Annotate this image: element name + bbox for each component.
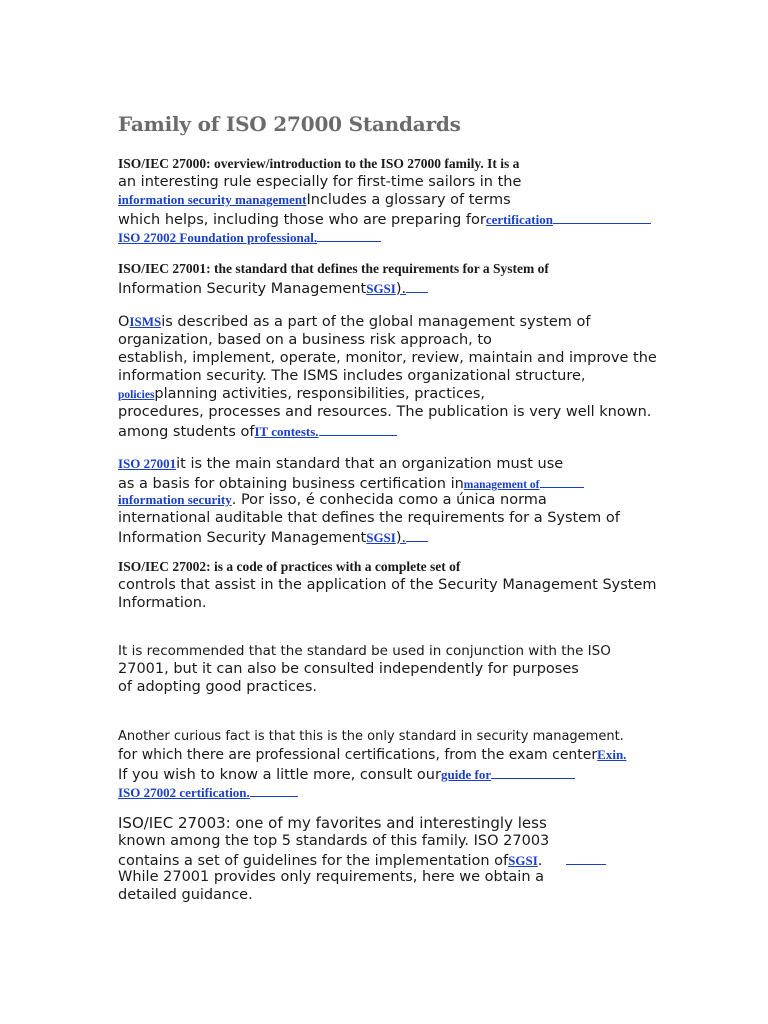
p5-line-2: controls that assist in the application of the Security Management System — [118, 577, 657, 593]
link-guide-for[interactable]: guide for — [440, 767, 492, 782]
page-title: Family of ISO 27000 Standards — [118, 112, 461, 136]
link-exin[interactable]: Exin. — [597, 747, 627, 762]
link-management-of[interactable]: management of — [463, 479, 540, 491]
link-certification[interactable]: certification — [485, 212, 553, 227]
link-iso-27001[interactable]: ISO 27001 — [118, 456, 177, 471]
link-underline-gap — [491, 764, 575, 779]
p3-line-1 — [118, 313, 698, 331]
paragraph-iso-27003 — [118, 814, 698, 904]
p1-line-4-text: which helps, including those who are preparing for — [118, 212, 486, 228]
p4-line-1-text: it is the main standard that an organization must use — [176, 456, 564, 472]
p3-line-1-b: is described as a part of the global management system of — [161, 314, 591, 330]
paragraph-iso-27001 — [118, 260, 698, 296]
p4-line-2-text: as a basis for obtaining business certification in — [118, 476, 464, 492]
p8-line-3-text: contains a set of guidelines for the implementation of — [118, 853, 509, 869]
p4-line-4: international auditable that defines the requirements for a System of — [118, 510, 620, 526]
p6-line-1: It is recommended that the standard be used in conjunction with the ISO — [118, 643, 611, 659]
link-underline-gap — [566, 850, 606, 865]
p8-line-2: known among the top 5 standards of this family. ISO 27003 — [118, 833, 550, 849]
p8-line-4: While 27001 provides only requirements, here we obtain a — [118, 869, 545, 885]
link-sgsi[interactable]: SGSI — [366, 281, 396, 296]
p2-line-1: ISO/IEC 27001: the standard that defines the requirements for a System of — [118, 261, 549, 276]
link-it-contests[interactable]: IT contests. — [254, 424, 319, 439]
p8-line-1: ISO/IEC 27003: one of my favorites and interestingly less — [118, 814, 547, 832]
p8-line-5: detailed guidance. — [118, 887, 253, 903]
p5-line-1: ISO/IEC 27002: is a code of practices with a complete set of — [118, 559, 461, 574]
link-sgsi-2[interactable]: SGSI — [366, 530, 396, 545]
p7-line-4-end: . — [246, 785, 250, 800]
paragraph-recommendation — [118, 642, 698, 696]
paragraph-iso-27002 — [118, 558, 698, 612]
paragraph-iso-27001-cert — [118, 455, 698, 545]
link-underline-gap — [319, 421, 397, 436]
link-underline-gap — [250, 782, 298, 797]
paragraph-iso-27000 — [118, 155, 698, 245]
p3-line-3: establish, implement, operate, monitor, review, maintain and improve the — [118, 350, 657, 366]
p2-line-2-end: ). — [395, 281, 407, 297]
link-information-security-management[interactable]: information security management — [118, 192, 307, 207]
link-iso-27002-foundation[interactable]: ISO 27002 Foundation professional. — [118, 230, 318, 245]
link-iso-27002-certification[interactable]: ISO 27002 certification — [118, 785, 247, 800]
p7-line-4 — [118, 782, 698, 800]
p8-line-3-end: . — [537, 853, 543, 869]
p3-line-7 — [118, 421, 698, 439]
link-sgsi-3[interactable]: SGSI — [508, 853, 538, 868]
link-underline-gap — [406, 278, 428, 293]
p7-line-3-text: If you wish to know a little more, consult our — [118, 767, 441, 783]
p6-line-3: of adopting good practices. — [118, 679, 318, 695]
p1-line-4 — [118, 209, 698, 227]
link-underline-gap — [317, 227, 381, 242]
p4-line-5-text: Information Security Management — [118, 530, 367, 546]
p7-line-2 — [118, 746, 698, 764]
p1-line-1 — [118, 155, 698, 173]
p3-line-5-text: planning activities, responsibilities, practices, — [154, 386, 485, 402]
p1-line-3 — [118, 191, 698, 209]
link-policies[interactable]: policies — [118, 389, 155, 401]
link-underline-gap — [553, 209, 651, 224]
p3-line-6: procedures, processes and resources. The publication is very well known. — [118, 404, 652, 420]
p7-line-2-text: for which there are professional certifications, from the exam center — [118, 747, 598, 763]
p4-line-3 — [118, 491, 698, 509]
link-isms[interactable]: ISMS — [129, 314, 162, 329]
p2-line-2 — [118, 278, 698, 296]
p4-line-1 — [118, 455, 698, 473]
p4-line-5-end: ). — [395, 530, 407, 546]
p4-line-5 — [118, 527, 698, 545]
paragraph-isms — [118, 313, 698, 439]
p1-line-2: an interesting rule especially for first-time sailors in the — [118, 174, 522, 190]
link-underline-gap — [406, 527, 428, 542]
p1-line-3-text: Includes a glossary of terms — [306, 192, 511, 208]
p3-line-4: information security. The ISMS includes organizational structure, — [118, 368, 586, 384]
p3-line-2: organization, based on a business risk approach, to — [118, 332, 492, 348]
p3-line-7-text: among students of — [118, 424, 255, 440]
p3-line-5 — [118, 385, 698, 403]
p4-line-3-text: . Por isso, é conhecida como a única norma — [231, 492, 547, 508]
p5-line-3: Information. — [118, 595, 207, 611]
p7-line-3 — [118, 764, 698, 782]
p6-line-2: 27001, but it can also be consulted independently for purposes — [118, 661, 579, 677]
p1-line-1-text: ISO/IEC 27000: overview/introduction to the ISO 27000 family. It is a — [118, 156, 520, 171]
paragraph-curious-fact — [118, 728, 698, 800]
p4-line-2 — [118, 473, 698, 491]
p7-line-1: Another curious fact is that this is the only standard in security management. — [118, 729, 624, 744]
p1-line-5 — [118, 227, 698, 245]
link-information-security[interactable]: information security — [118, 492, 232, 507]
p8-line-3 — [118, 850, 698, 868]
p3-line-1-a: O — [118, 314, 130, 330]
link-underline-gap — [540, 473, 584, 488]
p2-line-2-text: Information Security Management — [118, 281, 367, 297]
